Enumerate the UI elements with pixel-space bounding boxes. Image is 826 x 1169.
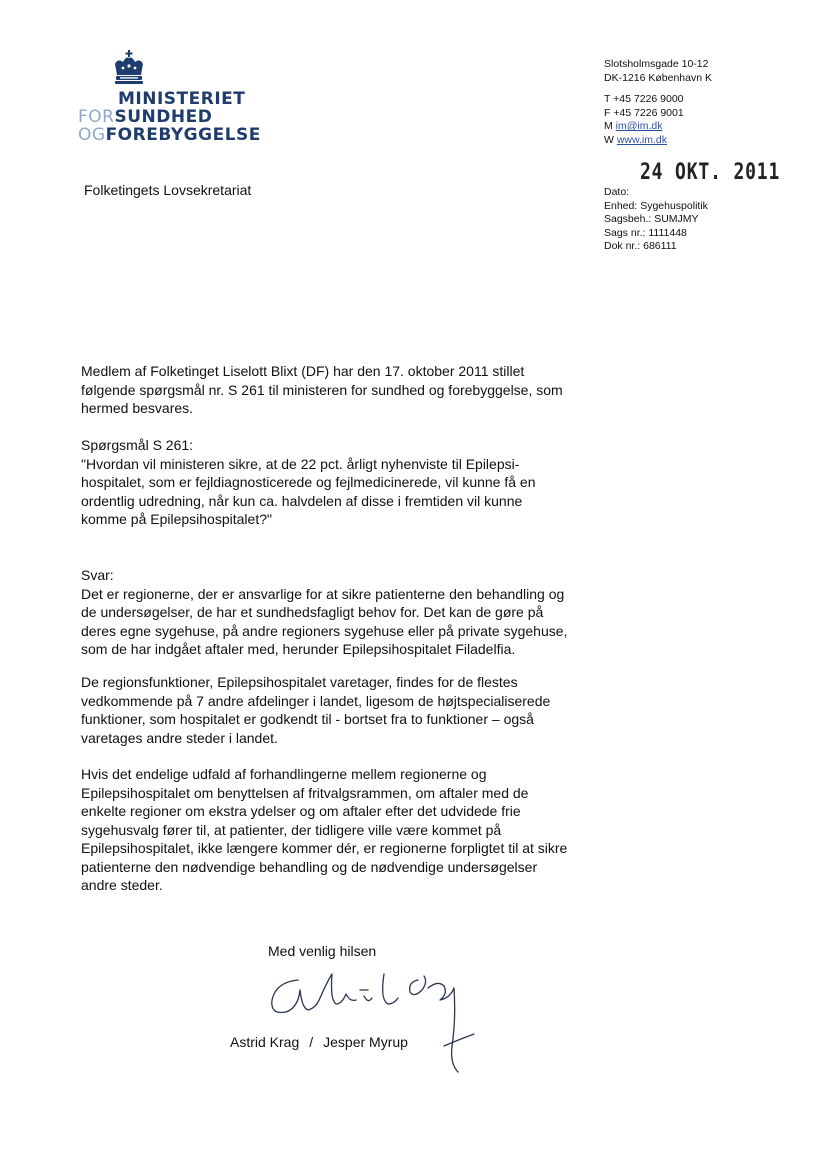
closing-greeting: Med venlig hilsen bbox=[268, 943, 377, 959]
paragraph-3 bbox=[81, 765, 581, 895]
meta-doc-number: Dok nr.: 686111 bbox=[604, 240, 677, 252]
ministry-logo bbox=[78, 50, 278, 150]
text-line: vedkommende på 7 andre afdelinger i landet, ligesom de højtspecialiserede bbox=[81, 692, 551, 709]
answer-heading: Svar: bbox=[81, 567, 114, 583]
signer-2: Jesper Myrup bbox=[323, 1034, 408, 1050]
case-meta bbox=[604, 186, 708, 254]
text-line: hospitalet, som er fejldiagnosticerede og fejlmedicinerede, vil kunne få en bbox=[81, 474, 536, 490]
meta-date: Dato: bbox=[604, 186, 630, 198]
text-line: funktioner, som hospitalet er godkendt til - bortset fra to funktioner – også bbox=[81, 711, 534, 727]
signatories bbox=[230, 1034, 408, 1050]
text-line: varetages andre steder i landet. bbox=[81, 729, 278, 746]
logo-prefix-og: OG bbox=[78, 125, 106, 145]
mail-line: M im@im.dk bbox=[604, 120, 663, 132]
email-link[interactable]: im@im.dk bbox=[615, 120, 663, 132]
paragraph-2 bbox=[81, 673, 581, 747]
handwritten-signature bbox=[268, 960, 488, 1075]
logo-word-forebyggelse: FOREBYGGELSE bbox=[105, 125, 261, 145]
address-line-2: DK-1216 København K bbox=[604, 71, 712, 84]
text-line: Epilepsihospitalet om benyttelsen af fritvalgsrammen, om aftaler med de bbox=[81, 784, 529, 801]
question-heading: Spørgsmål S 261: bbox=[81, 437, 194, 453]
text-line: de undersøgelser, de har et sundhedsfagligt behov for. Det kan de gøre på bbox=[81, 604, 544, 620]
text-line: Epilepsihospitalet, ikke længere kommer dér, er regionerne forpligtet til at sikre bbox=[81, 840, 568, 856]
logo-word-sundhed: SUNDHED bbox=[114, 107, 213, 127]
meta-case-handler: Sagsbeh.: SUMJMY bbox=[604, 213, 699, 225]
text-line: hermed besvares. bbox=[81, 400, 194, 416]
signer-separator: / bbox=[309, 1034, 314, 1050]
web-line: W www.im.dk bbox=[604, 133, 668, 146]
logo-prefix-for: FOR bbox=[78, 107, 115, 127]
text-line: deres egne sygehuse, på andre regioners sygehuse eller på private sygehuse, bbox=[81, 622, 568, 639]
text-line: ordentlig udredning, når kun ca. halvdelen af disse i fremtiden vil kunne bbox=[81, 492, 523, 509]
text-line: De regionsfunktioner, Epilepsihospitalet varetager, findes for de flestes bbox=[81, 674, 518, 690]
contact-block bbox=[604, 58, 712, 147]
question-paragraph bbox=[81, 436, 581, 529]
text-line: andre steder. bbox=[81, 877, 163, 893]
text-line: sygehusvalg fører til, at patienter, der tidligere ville være kommet på bbox=[81, 821, 502, 838]
meta-case-number: Sags nr.: 1111448 bbox=[604, 226, 687, 239]
fax-line: F +45 7226 9001 bbox=[604, 106, 684, 119]
logo-line-2 bbox=[78, 108, 212, 126]
text-line: Hvis det endelige udfald af forhandlingerne mellem regionerne og bbox=[81, 766, 487, 782]
logo-line-1: MINISTERIET bbox=[118, 89, 246, 109]
phone-number: +45 7226 9000 bbox=[613, 93, 684, 105]
text-line: enkelte regioner om ekstra ydelser og om aftaler efter det udvidede frie bbox=[81, 803, 521, 819]
logo-line-3 bbox=[78, 126, 261, 144]
signer-1: Astrid Krag bbox=[230, 1034, 300, 1050]
answer-paragraph bbox=[81, 566, 581, 659]
crown-icon bbox=[112, 50, 146, 86]
recipient: Folketingets Lovsekretariat bbox=[84, 182, 252, 198]
intro-paragraph bbox=[81, 362, 581, 418]
text-line: "Hvordan vil ministeren sikre, at de 22 pct. årligt nyhenviste til Epilepsi- bbox=[81, 455, 520, 472]
address-line-1: Slotsholmsgade 10-12 bbox=[604, 58, 709, 70]
text-line: Medlem af Folketinget Liselott Blixt (DF) har den 17. oktober 2011 stillet bbox=[81, 363, 525, 379]
fax-number: +45 7226 9001 bbox=[613, 106, 684, 119]
date-stamp: 24 OKT. 2011 bbox=[640, 160, 781, 185]
text-line: som de har indgået aftaler med, herunder Epilepsihospitalet Filadelfia. bbox=[81, 641, 516, 657]
phone-line: T +45 7226 9000 bbox=[604, 93, 684, 105]
text-line: følgende spørgsmål nr. S 261 til ministeren for sundhed og forebyggelse, som bbox=[81, 381, 563, 398]
text-line: Det er regionerne, der er ansvarlige for at sikre patienterne den behandling og bbox=[81, 585, 565, 602]
website-link[interactable]: www.im.dk bbox=[616, 133, 668, 146]
text-line: patienterne den nødvendige behandling og de nødvendige undersøgelser bbox=[81, 858, 538, 875]
meta-unit: Enhed: Sygehuspolitik bbox=[604, 199, 708, 212]
text-line: komme på Epilepsihospitalet?" bbox=[81, 511, 272, 527]
